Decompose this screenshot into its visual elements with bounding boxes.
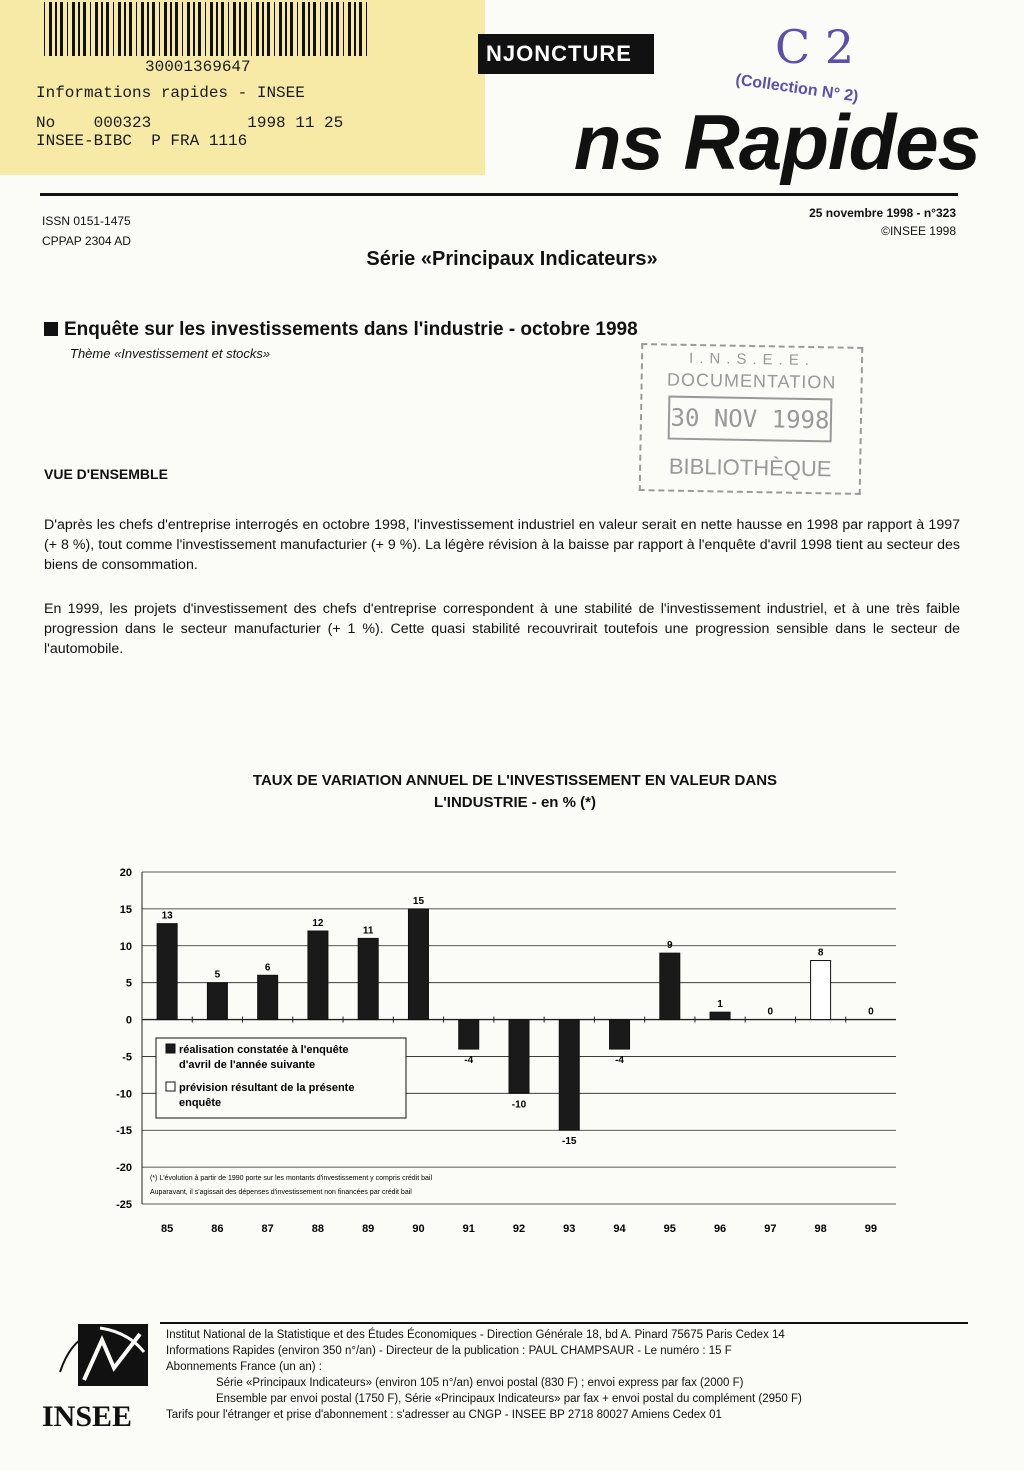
data-label: 9 bbox=[667, 940, 673, 952]
data-label: -4 bbox=[464, 1055, 474, 1067]
chart-title-line-1: TAUX DE VARIATION ANNUEL DE L'INVESTISSEMENT EN VALEUR DANS bbox=[252, 772, 778, 789]
barcode-bar bbox=[49, 2, 52, 56]
footer-line-5: Ensemble par envoi postal (1750 F), Série «Principaux Indicateurs» par fax + envoi postal du complément (2950 F) bbox=[216, 1393, 802, 1405]
data-label: 5 bbox=[214, 969, 221, 981]
barcode-bar bbox=[267, 2, 270, 56]
data-label: 6 bbox=[264, 962, 271, 974]
label-line-1: Informations rapides - INSEE bbox=[36, 84, 305, 102]
barcode-bar bbox=[113, 2, 114, 56]
x-tick-label: 98 bbox=[814, 1223, 827, 1235]
y-tick-label: 20 bbox=[119, 867, 132, 879]
issn: ISSN 0151-1475 bbox=[42, 214, 131, 228]
barcode-bar bbox=[141, 2, 144, 56]
legend-swatch bbox=[166, 1044, 175, 1053]
barcode-bar bbox=[198, 2, 201, 56]
insee-logo bbox=[40, 1322, 152, 1434]
stamp-line-1: I.N.S.E.E. bbox=[688, 349, 816, 370]
data-label: 0 bbox=[868, 1006, 874, 1018]
x-tick-label: 91 bbox=[462, 1223, 475, 1235]
x-tick-label: 95 bbox=[663, 1223, 676, 1235]
stamp-line-4: BIBLIOTHÈQUE bbox=[668, 453, 832, 482]
section-heading: VUE D'ENSEMBLE bbox=[44, 466, 168, 482]
barcode-bar bbox=[366, 2, 367, 56]
serie-title: Série «Principaux Indicateurs» bbox=[366, 248, 658, 270]
library-stamp bbox=[639, 343, 864, 495]
barcode-bar bbox=[55, 2, 57, 56]
data-label: -15 bbox=[562, 1136, 577, 1148]
barcode-bar bbox=[210, 2, 213, 56]
bar bbox=[207, 983, 227, 1020]
barcode-bar bbox=[228, 2, 229, 56]
barcode-bar bbox=[233, 2, 236, 56]
data-label: 15 bbox=[412, 895, 425, 907]
y-tick-label: -15 bbox=[116, 1125, 132, 1138]
bar bbox=[157, 924, 177, 1020]
survey-title-text: Enquête sur les investissements dans l'industrie - octobre 1998 bbox=[64, 319, 638, 340]
y-tick-label: -20 bbox=[116, 1162, 132, 1175]
data-label: -10 bbox=[511, 1099, 527, 1111]
y-tick-label: -10 bbox=[116, 1088, 132, 1101]
barcode-bar bbox=[221, 2, 224, 56]
handwritten-note: (Collection N° 2) bbox=[734, 71, 860, 106]
data-label: 11 bbox=[362, 925, 374, 937]
chart-title-line-2: L'INDUSTRIE - en % (*) bbox=[434, 794, 596, 811]
footer-line-4: Série «Principaux Indicateurs» (environ 105 n°/an) envoi postal (830 F) ; envoi express par fax (2000 F) bbox=[216, 1377, 744, 1389]
barcode-bar bbox=[159, 2, 160, 56]
data-label: 8 bbox=[817, 947, 824, 959]
barcode-bar bbox=[67, 2, 68, 56]
barcode-bar bbox=[359, 2, 362, 56]
barcode-bar bbox=[193, 2, 195, 56]
x-tick-label: 85 bbox=[161, 1223, 174, 1235]
data-label: 13 bbox=[161, 910, 173, 922]
footer-line-1: Institut National de la Statistique et des Études Économiques - Direction Générale 18, bd A. Pinard 75675 Paris Cedex 14 bbox=[166, 1329, 785, 1341]
stamp-line-2: DOCUMENTATION bbox=[666, 369, 837, 393]
barcode-bar bbox=[90, 2, 91, 56]
x-tick-label: 93 bbox=[563, 1223, 576, 1235]
y-tick-label: 0 bbox=[125, 1014, 132, 1027]
barcode-number: 30001369647 bbox=[145, 58, 251, 76]
barcode-bar bbox=[325, 2, 328, 56]
barcode-bar bbox=[336, 2, 339, 56]
x-tick-label: 97 bbox=[764, 1223, 777, 1235]
barcode-bar bbox=[60, 2, 63, 56]
legend-label: réalisation constatée à l'enquête bbox=[179, 1044, 349, 1056]
bar bbox=[459, 1020, 479, 1050]
copyright: ©INSEE 1998 bbox=[881, 224, 956, 238]
bar bbox=[408, 909, 428, 1020]
x-tick-label: 96 bbox=[713, 1223, 727, 1235]
x-tick-label: 92 bbox=[512, 1223, 526, 1235]
footer-line-3: Abonnements France (un an) : bbox=[166, 1361, 322, 1373]
barcode-bar bbox=[118, 2, 121, 56]
barcode-bar bbox=[343, 2, 344, 56]
barcode-bar bbox=[331, 2, 333, 56]
data-label: -4 bbox=[615, 1055, 624, 1067]
barcode-bar bbox=[106, 2, 109, 56]
footer-rule bbox=[160, 1322, 968, 1324]
y-tick-label: 10 bbox=[119, 940, 132, 953]
x-tick-label: 90 bbox=[412, 1223, 425, 1235]
barcode-bar bbox=[216, 2, 218, 56]
barcode-bar bbox=[320, 2, 321, 56]
x-tick-label: 89 bbox=[362, 1223, 375, 1235]
barcode-bar bbox=[244, 2, 247, 56]
y-tick-label: 5 bbox=[125, 977, 132, 990]
theme-line: Thème «Investissement et stocks» bbox=[70, 346, 271, 361]
barcode-bar bbox=[129, 2, 132, 56]
bar bbox=[559, 1020, 579, 1131]
y-tick-label: -5 bbox=[122, 1051, 132, 1064]
chart-title bbox=[180, 770, 850, 814]
barcode-bar bbox=[302, 2, 305, 56]
y-tick-label: 15 bbox=[119, 903, 132, 916]
barcode-bar bbox=[136, 2, 137, 56]
x-tick-label: 99 bbox=[864, 1223, 877, 1235]
x-tick-label: 87 bbox=[261, 1223, 274, 1235]
square-bullet-icon bbox=[44, 322, 58, 336]
bar bbox=[358, 938, 378, 1019]
barcode-bar bbox=[175, 2, 178, 56]
barcode-bar bbox=[262, 2, 264, 56]
label-line-2: No 000323 1998 11 25 bbox=[36, 114, 344, 132]
legend-label: enquête bbox=[179, 1097, 222, 1109]
masthead-rule bbox=[40, 193, 958, 196]
barcode-bar bbox=[354, 2, 356, 56]
barcode-bar bbox=[101, 2, 103, 56]
y-tick-label: -25 bbox=[116, 1199, 132, 1211]
legend-label: d'avril de l'année suivante bbox=[179, 1059, 316, 1071]
stamp-date: 30 NOV 1998 bbox=[668, 396, 833, 443]
data-label: 12 bbox=[312, 918, 324, 930]
barcode-bar bbox=[152, 2, 155, 56]
barcode-bar bbox=[297, 2, 298, 56]
barcode-bar bbox=[205, 2, 206, 56]
chart-note: (*) L'évolution à partir de 1990 porte sur les montants d'investissement y compris crédit bail bbox=[150, 1175, 433, 1182]
bar bbox=[509, 1020, 529, 1094]
barcode-bar bbox=[274, 2, 275, 56]
chart-legend bbox=[156, 1038, 406, 1118]
legend-swatch bbox=[166, 1082, 175, 1091]
cppap: CPPAP 2304 AD bbox=[42, 234, 131, 248]
masthead-title: ns Rapides bbox=[573, 98, 980, 186]
barcode-bar bbox=[124, 2, 126, 56]
x-tick-label: 86 bbox=[211, 1223, 224, 1235]
barcode-bar bbox=[72, 2, 75, 56]
label-line-3: INSEE-BIBC P FRA 1116 bbox=[36, 132, 248, 150]
barcode-bar bbox=[256, 2, 259, 56]
bar-chart bbox=[90, 858, 920, 1248]
bar bbox=[258, 975, 278, 1019]
bar bbox=[710, 1012, 730, 1019]
legend-label: prévision résultant de la présente bbox=[179, 1082, 355, 1094]
barcode-bar bbox=[83, 2, 86, 56]
x-tick-label: 94 bbox=[613, 1223, 626, 1235]
handwritten-mark: C 2 bbox=[775, 20, 855, 74]
bar bbox=[308, 931, 328, 1020]
barcode-bar bbox=[95, 2, 98, 56]
paragraph-1: D'après les chefs d'entreprise interrogés en octobre 1998, l'investissement industriel en valeur serait en nette hausse en 1998 par rapport à 1997 (+ 8 %), tout comme l'investissement manufacturier (+ 9 %). La légère révision à la baisse par rapport à l'enquête d'avril 1998 tient au secteur des biens de consommation. bbox=[44, 517, 960, 573]
footer-line-6: Tarifs pour l'étranger et prise d'abonnement : s'adresser au CNGP - INSEE BP 2718 80027 Amiens Cedex 01 bbox=[166, 1409, 722, 1421]
bar bbox=[811, 961, 831, 1020]
issue-date: 25 novembre 1998 - n°323 bbox=[809, 206, 956, 220]
barcode-bar bbox=[182, 2, 183, 56]
paragraph-2: En 1999, les projets d'investissement des chefs d'entreprise correspondent à une stabilité de l'investissement industriel, et à une très faible progression dans le secteur manufacturier (+ 1 %). Cette quasi stabilité recouvrirait toutefois une progression sensible dans le secteur de l'automobile. bbox=[44, 601, 960, 657]
barcode-bar bbox=[147, 2, 149, 56]
barcode-bar bbox=[279, 2, 282, 56]
footer-line-2: Informations Rapides (environ 350 n°/an) - Directeur de la publication : PAUL CHAMPSAUR - Le numéro : 15 F bbox=[166, 1345, 732, 1357]
barcode-bar bbox=[313, 2, 316, 56]
conjoncture-banner: NJONCTURE bbox=[478, 34, 654, 74]
barcode-bar bbox=[187, 2, 190, 56]
barcode-bar bbox=[239, 2, 241, 56]
barcode-bar bbox=[251, 2, 252, 56]
x-tick-label: 88 bbox=[311, 1223, 325, 1235]
barcode-bar bbox=[170, 2, 172, 56]
barcode-bar bbox=[78, 2, 80, 56]
barcode-bar bbox=[44, 2, 45, 56]
data-label: 1 bbox=[717, 999, 723, 1011]
data-label: 0 bbox=[767, 1006, 774, 1018]
bar bbox=[610, 1020, 630, 1050]
barcode-bar bbox=[290, 2, 293, 56]
barcode-bar bbox=[164, 2, 167, 56]
barcode-bar bbox=[285, 2, 287, 56]
chart-note: Auparavant, il s'agissait des dépenses d'investissement non financées par crédit bail bbox=[150, 1189, 412, 1196]
barcode-bar bbox=[308, 2, 310, 56]
barcode-bar bbox=[348, 2, 351, 56]
logo-text: INSEE bbox=[42, 1400, 133, 1433]
barcode-image bbox=[40, 0, 375, 60]
survey-title bbox=[44, 319, 638, 341]
bar bbox=[660, 953, 680, 1019]
